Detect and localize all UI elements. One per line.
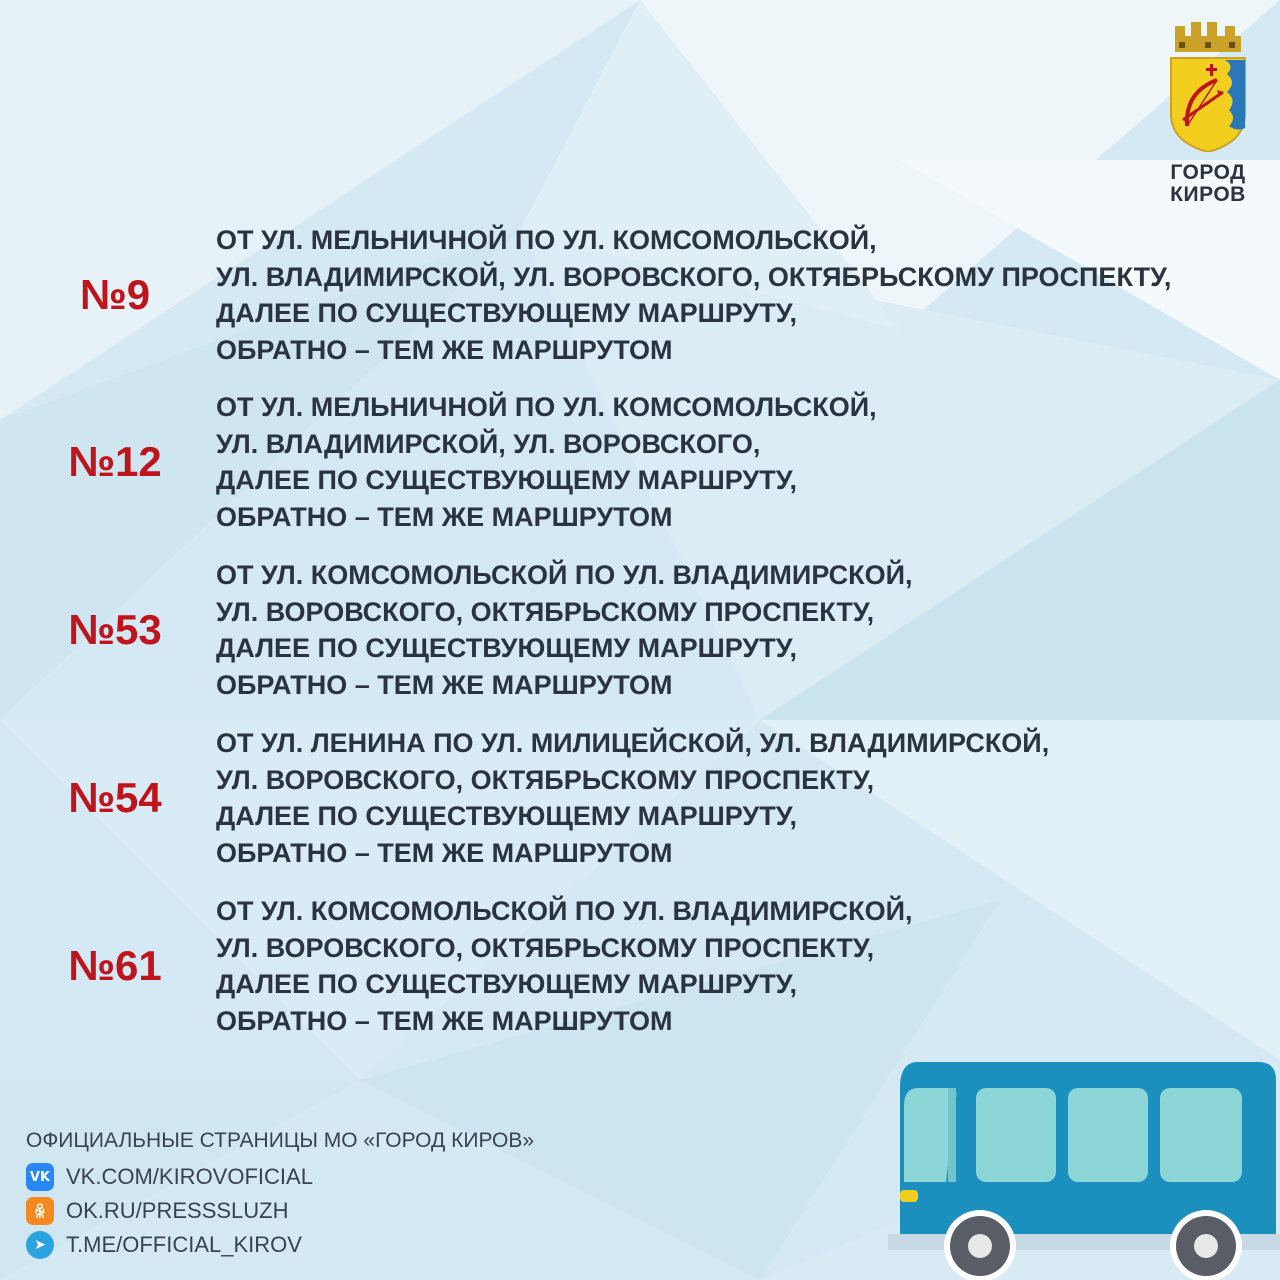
telegram-link-text[interactable]: T.ME/OFFICIAL_KIROV <box>66 1232 302 1257</box>
bus-icon <box>888 1058 1280 1280</box>
route-number: №53 <box>68 606 162 653</box>
route-line: ДАЛЕЕ ПО СУЩЕСТВУЮЩЕМУ МАРШРУТУ, <box>216 298 797 328</box>
telegram-link[interactable] <box>26 1228 534 1262</box>
route-line: ДАЛЕЕ ПО СУЩЕСТВУЮЩЕМУ МАРШРУТУ, <box>216 969 797 999</box>
vk-link-text[interactable]: VK.COM/KIROVOFICIAL <box>66 1164 313 1189</box>
footer-title: ОФИЦИАЛЬНЫЕ СТРАНИЦЫ МО «ГОРОД КИРОВ» <box>26 1129 535 1152</box>
telegram-icon: ➤ <box>26 1231 54 1259</box>
vk-link[interactable] <box>26 1160 534 1194</box>
route-line: УЛ. ВЛАДИМИРСКОЙ, УЛ. ВОРОВСКОГО, <box>216 428 761 459</box>
route-number: №12 <box>68 438 162 485</box>
route-number: №61 <box>68 942 162 989</box>
official-pages-footer <box>26 1126 534 1262</box>
route-line: ОТ УЛ. МЕЛЬНИЧНОЙ ПО УЛ. КОМСОМОЛЬСКОЙ, <box>216 225 877 255</box>
ok-link[interactable] <box>26 1194 534 1228</box>
route-line: ОТ УЛ. ЛЕНИНА ПО УЛ. МИЛИЦЕЙСКОЙ, УЛ. ВЛАДИМИРСКОЙ, <box>216 728 1050 758</box>
route-description <box>216 725 1049 871</box>
route-description <box>216 893 913 1039</box>
logo-line-2: КИРОВ <box>1170 183 1246 206</box>
city-logo <box>1158 22 1258 206</box>
route-line: УЛ. ВОРОВСКОГО, ОКТЯБРЬСКОМУ ПРОСПЕКТУ, <box>216 596 875 627</box>
route-block <box>0 389 1280 539</box>
kirov-coat-of-arms-icon <box>1167 22 1249 152</box>
route-description <box>216 222 1171 368</box>
route-line: УЛ. ВЛАДИМИРСКОЙ, УЛ. ВОРОВСКОГО, ОКТЯБРЬСКОМУ ПРОСПЕКТУ, <box>216 261 1172 292</box>
route-block <box>0 893 1280 1043</box>
route-block <box>0 557 1280 707</box>
ok-link-text[interactable]: OK.RU/PRESSSLUZH <box>66 1198 289 1223</box>
route-line: ОБРАТНО – ТЕМ ЖЕ МАРШРУТОМ <box>216 334 673 365</box>
route-line: ОБРАТНО – ТЕМ ЖЕ МАРШРУТОМ <box>216 669 673 700</box>
route-line: ОБРАТНО – ТЕМ ЖЕ МАРШРУТОМ <box>216 1005 673 1036</box>
route-block <box>0 725 1280 875</box>
route-line: ДАЛЕЕ ПО СУЩЕСТВУЮЩЕМУ МАРШРУТУ, <box>216 801 797 831</box>
route-number: №9 <box>79 271 151 318</box>
route-description <box>216 557 913 703</box>
route-line: ОБРАТНО – ТЕМ ЖЕ МАРШРУТОМ <box>216 837 673 868</box>
route-block <box>0 222 1280 372</box>
odnoklassniki-icon: ꆜ <box>26 1197 54 1225</box>
route-number: №54 <box>68 774 162 821</box>
route-line: ОТ УЛ. КОМСОМОЛЬСКОЙ ПО УЛ. ВЛАДИМИРСКОЙ, <box>216 896 913 926</box>
route-line: ОТ УЛ. МЕЛЬНИЧНОЙ ПО УЛ. КОМСОМОЛЬСКОЙ, <box>216 392 877 422</box>
route-line: ОТ УЛ. КОМСОМОЛЬСКОЙ ПО УЛ. ВЛАДИМИРСКОЙ, <box>216 560 913 590</box>
route-line: УЛ. ВОРОВСКОГО, ОКТЯБРЬСКОМУ ПРОСПЕКТУ, <box>216 932 875 963</box>
route-line: ОБРАТНО – ТЕМ ЖЕ МАРШРУТОМ <box>216 501 673 532</box>
vk-icon: VK <box>26 1163 54 1191</box>
route-line: УЛ. ВОРОВСКОГО, ОКТЯБРЬСКОМУ ПРОСПЕКТУ, <box>216 764 875 795</box>
route-description <box>216 389 877 535</box>
route-line: ДАЛЕЕ ПО СУЩЕСТВУЮЩЕМУ МАРШРУТУ, <box>216 633 797 663</box>
route-line: ДАЛЕЕ ПО СУЩЕСТВУЮЩЕМУ МАРШРУТУ, <box>216 465 797 495</box>
logo-line-1: ГОРОД <box>1170 161 1246 184</box>
